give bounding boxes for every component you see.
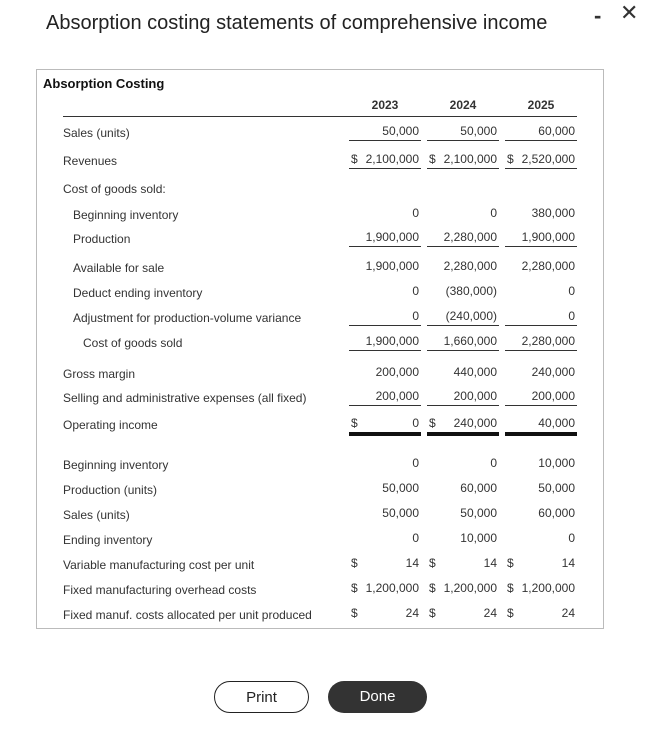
cell-value: 0 [490, 456, 497, 470]
cell-2023 [349, 387, 421, 406]
row-label: Adjustment for production-volume variance [73, 311, 302, 325]
cell-2024 [427, 414, 499, 436]
row-label: Sales (units) [63, 126, 130, 140]
cell-value: 2,280,000 [521, 334, 575, 348]
year-header-2023: 2023 [371, 98, 399, 112]
row-label: Production [73, 232, 131, 246]
table-row [37, 604, 603, 624]
cell-value: 200,000 [531, 389, 575, 403]
cell-2023 [349, 363, 421, 381]
cell-2025 [505, 204, 577, 222]
row-label: Revenues [63, 154, 118, 168]
dollar-sign: $ [507, 556, 514, 570]
cell-2024 [427, 204, 499, 222]
cell-2023 [349, 257, 421, 275]
print-button[interactable]: Print [214, 681, 309, 713]
table-row [37, 282, 603, 302]
cell-value: 50,000 [382, 124, 419, 138]
cell-value: 2,280,000 [521, 259, 575, 273]
cell-value: 24 [483, 606, 497, 620]
table-row [37, 554, 603, 574]
cell-value: 2,280,000 [443, 259, 497, 273]
cell-2024 [427, 122, 499, 141]
row-label: Sales (units) [63, 508, 130, 522]
table-row [37, 178, 603, 198]
dollar-sign: $ [351, 152, 358, 166]
table-row [37, 529, 603, 549]
cell-2024 [427, 332, 499, 351]
row-label: Gross margin [63, 367, 136, 381]
cell-value: 1,900,000 [365, 334, 419, 348]
cell-value: 60,000 [538, 124, 575, 138]
table-row [37, 307, 603, 327]
table-row [37, 579, 603, 599]
cell-2024 [427, 257, 499, 275]
cell-2023 [349, 204, 421, 222]
cell-2023 [349, 414, 421, 436]
cell-value: 240,000 [531, 365, 575, 379]
cell-value: 50,000 [538, 481, 575, 495]
cell-2024 [427, 479, 499, 497]
minimize-icon[interactable]: - [594, 3, 602, 28]
row-label: Beginning inventory [73, 208, 179, 222]
cell-value: 24 [561, 606, 575, 620]
cell-2023 [349, 150, 421, 169]
row-label: Cost of goods sold [83, 336, 183, 350]
dollar-sign: $ [351, 581, 358, 595]
cell-2023 [349, 228, 421, 247]
cell-value: 2,100,000 [365, 152, 419, 166]
cell-2024 [427, 554, 499, 572]
dollar-sign: $ [429, 416, 436, 430]
table-row [37, 414, 603, 434]
absorption-costing-panel [36, 69, 604, 629]
cell-value: (380,000) [445, 284, 497, 298]
cell-2024 [427, 387, 499, 406]
table-row [37, 228, 603, 248]
row-label: Ending inventory [63, 533, 153, 547]
cell-2023 [349, 554, 421, 572]
cell-value: 24 [405, 606, 419, 620]
cell-value: 60,000 [538, 506, 575, 520]
window-title: Absorption costing statements of comprehensive income [46, 12, 548, 34]
cell-value: (240,000) [445, 309, 497, 323]
cell-value: 2,520,000 [521, 152, 575, 166]
cell-value: 200,000 [375, 389, 419, 403]
row-label: Cost of goods sold: [63, 182, 166, 196]
cell-2023 [349, 454, 421, 472]
cell-value: 1,200,000 [521, 581, 575, 595]
cell-2023 [349, 307, 421, 326]
cell-2024 [427, 307, 499, 326]
dollar-sign: $ [429, 581, 436, 595]
cell-2023 [349, 529, 421, 547]
cell-value: 0 [412, 416, 419, 430]
cell-2023 [349, 604, 421, 622]
cell-2024 [427, 363, 499, 381]
table-row [37, 204, 603, 224]
cell-value: 2,280,000 [443, 230, 497, 244]
cell-value: 200,000 [375, 365, 419, 379]
cell-value: 10,000 [460, 531, 497, 545]
dollar-sign: $ [351, 556, 358, 570]
dollar-sign: $ [429, 606, 436, 620]
table-row [37, 363, 603, 383]
close-icon[interactable]: ✕ [620, 0, 639, 25]
cell-value: 14 [405, 556, 419, 570]
cell-value: 1,660,000 [443, 334, 497, 348]
done-button[interactable]: Done [328, 681, 427, 713]
cell-value: 0 [568, 309, 575, 323]
cell-value: 200,000 [453, 389, 497, 403]
cell-2024 [427, 228, 499, 247]
dollar-sign: $ [507, 152, 514, 166]
cell-2025 [505, 604, 577, 622]
cell-2023 [349, 504, 421, 522]
cell-value: 1,900,000 [365, 230, 419, 244]
dollar-sign: $ [351, 416, 358, 430]
row-label: Variable manufacturing cost per unit [63, 558, 255, 572]
cell-value: 0 [412, 284, 419, 298]
cell-2025 [505, 479, 577, 497]
dollar-sign: $ [429, 556, 436, 570]
cell-2025 [505, 387, 577, 406]
cell-value: 1,900,000 [365, 259, 419, 273]
cell-2024 [427, 150, 499, 169]
cell-value: 50,000 [460, 124, 497, 138]
cell-value: 40,000 [538, 416, 575, 430]
cell-2023 [349, 579, 421, 597]
cell-2025 [505, 363, 577, 381]
cell-value: 0 [568, 531, 575, 545]
table-row [37, 454, 603, 474]
table-row [37, 387, 603, 407]
cell-2024 [427, 454, 499, 472]
dollar-sign: $ [429, 152, 436, 166]
cell-value: 1,900,000 [521, 230, 575, 244]
cell-2025 [505, 529, 577, 547]
header-divider [63, 116, 577, 117]
year-header-2025: 2025 [527, 98, 555, 112]
cell-2024 [427, 604, 499, 622]
cell-2025 [505, 414, 577, 436]
cell-2025 [505, 332, 577, 351]
dollar-sign: $ [507, 581, 514, 595]
cell-value: 14 [483, 556, 497, 570]
cell-value: 380,000 [531, 206, 575, 220]
cell-value: 1,200,000 [365, 581, 419, 595]
cell-2023 [349, 479, 421, 497]
cell-value: 0 [412, 206, 419, 220]
cell-value: 2,100,000 [443, 152, 497, 166]
cell-value: 14 [561, 556, 575, 570]
cell-2025 [505, 454, 577, 472]
cell-2025 [505, 307, 577, 326]
cell-2025 [505, 554, 577, 572]
row-label: Production (units) [63, 483, 158, 497]
cell-2024 [427, 529, 499, 547]
cell-value: 50,000 [460, 506, 497, 520]
cell-2023 [349, 122, 421, 141]
cell-2024 [427, 504, 499, 522]
cell-value: 1,200,000 [443, 581, 497, 595]
row-label: Operating income [63, 418, 158, 432]
row-label: Beginning inventory [63, 458, 169, 472]
row-label: Available for sale [73, 261, 165, 275]
dollar-sign: $ [351, 606, 358, 620]
cell-2025 [505, 504, 577, 522]
cell-value: 0 [412, 309, 419, 323]
cell-2023 [349, 282, 421, 300]
cell-value: 60,000 [460, 481, 497, 495]
cell-value: 10,000 [538, 456, 575, 470]
cell-2025 [505, 122, 577, 141]
dollar-sign: $ [507, 606, 514, 620]
row-label: Fixed manuf. costs allocated per unit produced [63, 608, 312, 622]
cell-value: 50,000 [382, 481, 419, 495]
cell-value: 0 [490, 206, 497, 220]
row-label: Deduct ending inventory [73, 286, 203, 300]
table-row [37, 479, 603, 499]
table-row [37, 150, 603, 170]
table-row [37, 332, 603, 352]
table-row [37, 257, 603, 277]
panel-title: Absorption Costing [43, 76, 165, 91]
cell-value: 0 [412, 531, 419, 545]
cell-2025 [505, 579, 577, 597]
row-label: Fixed manufacturing overhead costs [63, 583, 257, 597]
cell-value: 0 [568, 284, 575, 298]
cell-2024 [427, 579, 499, 597]
cell-2025 [505, 150, 577, 169]
cell-2023 [349, 332, 421, 351]
cell-value: 50,000 [382, 506, 419, 520]
cell-value: 440,000 [453, 365, 497, 379]
cell-value: 240,000 [453, 416, 497, 430]
cell-2025 [505, 282, 577, 300]
row-label: Selling and administrative expenses (all fixed) [63, 391, 307, 405]
table-row [37, 504, 603, 524]
year-header-2024: 2024 [449, 98, 477, 112]
table-row [37, 122, 603, 142]
cell-value: 0 [412, 456, 419, 470]
cell-2024 [427, 282, 499, 300]
cell-2025 [505, 257, 577, 275]
cell-2025 [505, 228, 577, 247]
